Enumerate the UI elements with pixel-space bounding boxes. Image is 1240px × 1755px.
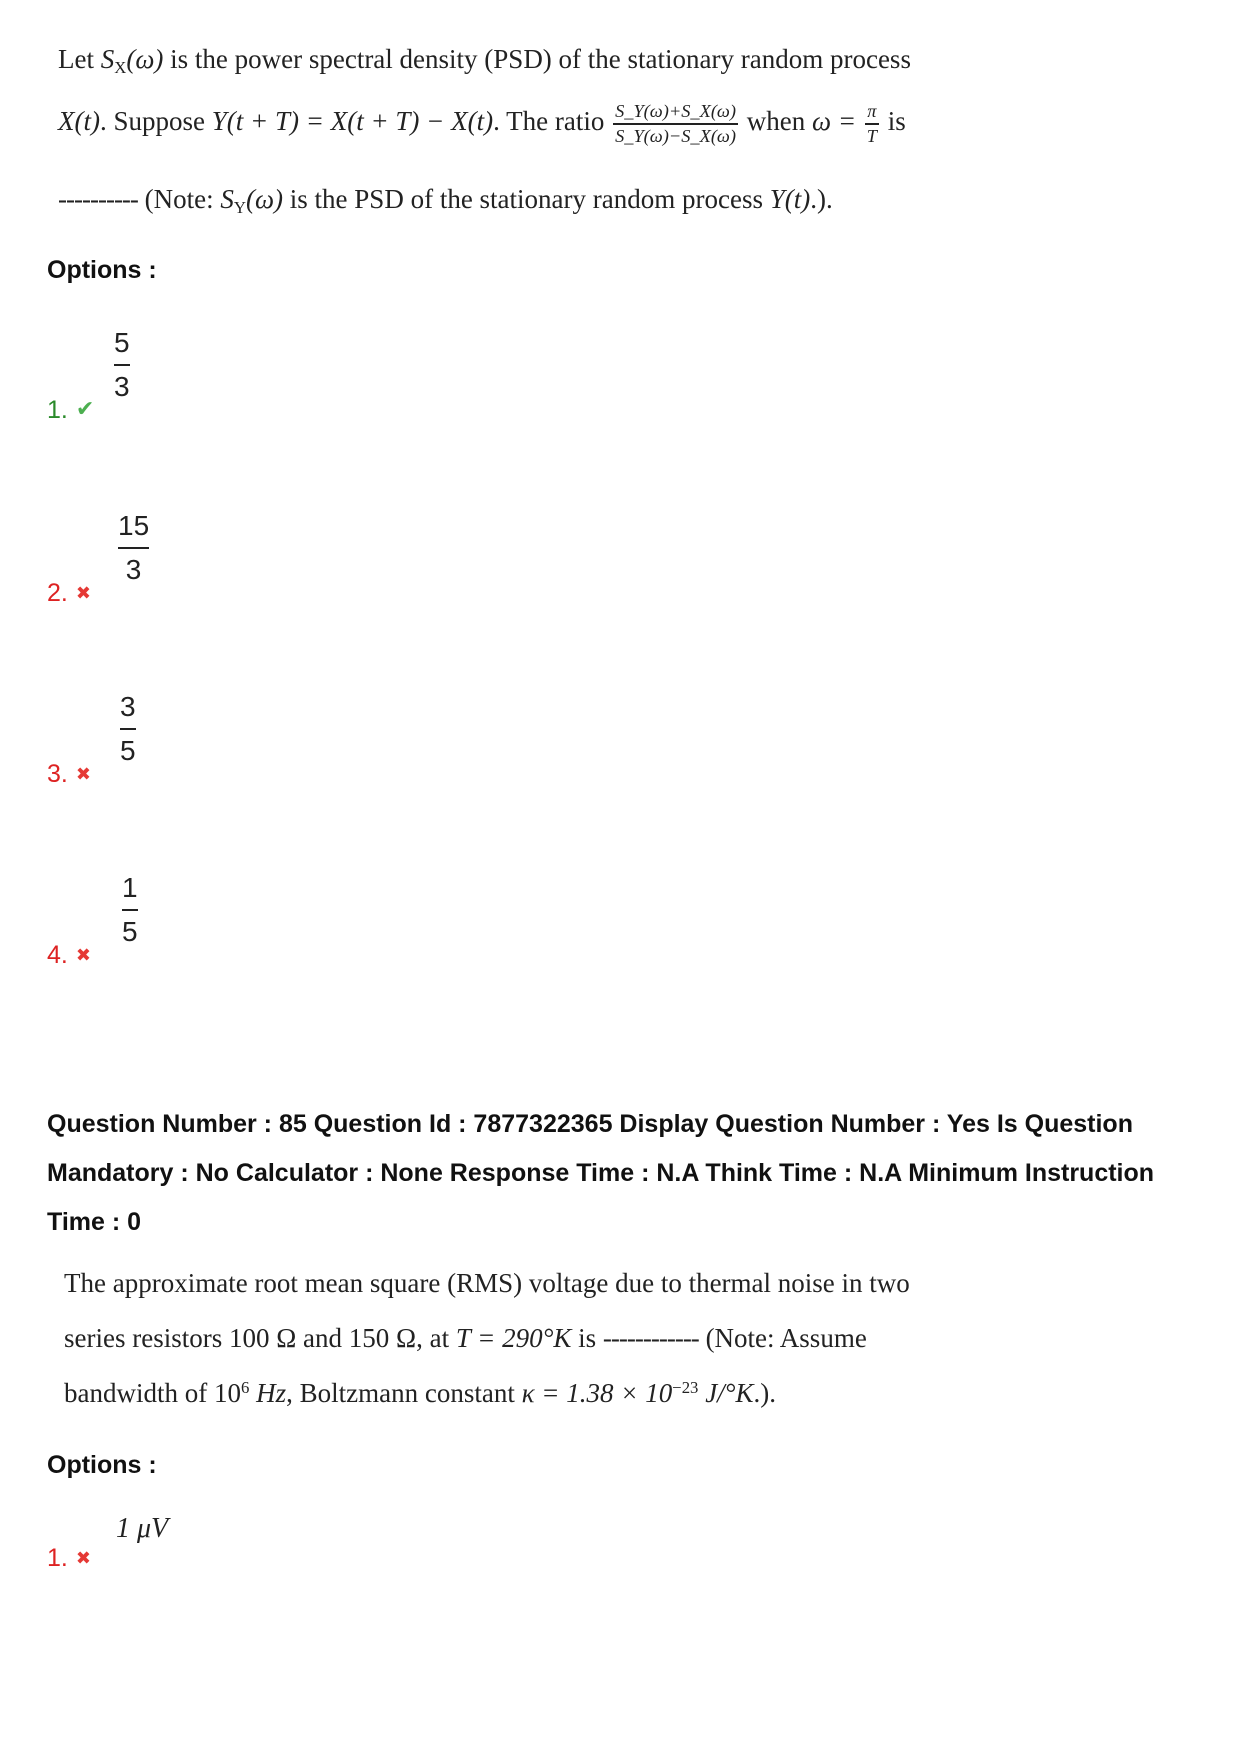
denominator: 5 [120,734,136,766]
argument: (ω) [126,44,164,74]
numerator: 5 [114,327,130,358]
meta-line: Question Number : 85 Question Id : 7877322365 Display Question Number : Yes Is Question [47,1110,1133,1138]
exponent: −23 [672,1378,699,1397]
text: is [571,1323,603,1353]
options-label: Options : [47,256,157,284]
text: bandwidth of 10 [64,1378,241,1409]
text: . The ratio [493,106,612,137]
q84-line-3 [58,184,833,218]
blank: ---------- [58,184,138,214]
text: is [881,106,906,137]
numerator: 1 [122,872,138,903]
option-number: 1. [47,1544,68,1572]
numerator: 3 [120,691,136,722]
cross-icon: ✖ [75,583,91,603]
argument: (ω) [246,184,284,214]
symbol-s: S [220,184,234,214]
option-number: 2. [47,579,68,607]
q84-line-2 [58,102,906,146]
q85-line-3 [64,1378,776,1409]
pi-over-t-fraction [865,102,879,146]
text: is the PSD of the stationary random process [283,184,770,214]
text: .). [753,1378,776,1409]
option-1-value [114,326,130,403]
option-1[interactable] [47,396,94,425]
numerator: 15 [118,510,150,541]
option-1[interactable] [47,1544,91,1573]
cross-icon: ✖ [75,764,91,784]
temperature: T = 290°K [455,1323,572,1353]
text: .). [810,184,833,214]
text: when [740,106,812,137]
denominator: 3 [125,553,142,585]
text: series resistors 100 Ω and 150 Ω, at [64,1323,456,1353]
subscript: X [114,58,127,78]
option-3[interactable] [47,760,91,789]
option-4-value [122,871,138,948]
y-of-t: Y(t) [769,184,811,214]
option-number: 1. [47,396,68,424]
ratio-numerator: S_Y(ω)+S_X(ω) [615,101,737,121]
text: , Boltzmann constant [286,1378,522,1409]
options-label: Options : [47,1451,157,1479]
meta-line: Mandatory : No Calculator : None Response Time : N.A Think Time : N.A Minimum Instruction [47,1159,1155,1187]
text: is the power spectral density (PSD) of the stationary random process [163,44,911,74]
option-4[interactable] [47,941,91,970]
q85-line-2 [64,1323,867,1354]
option-text: 1 μV [116,1513,169,1544]
fraction-bar [865,123,879,125]
q84-line-1 [58,44,911,78]
t-symbol: T [866,125,878,146]
option-2[interactable] [47,579,91,608]
text: Let [58,44,101,74]
kappa-expression: κ = 1.38 × 10 [521,1378,673,1409]
fraction-bar [118,547,149,549]
ratio-fraction [613,102,738,146]
text: (Note: [137,184,221,214]
option-2-value [118,509,149,586]
fraction-bar [114,364,130,366]
q85-line-1: The approximate root mean square (RMS) voltage due to thermal noise in two [64,1268,910,1298]
option-1-value [116,1513,168,1545]
option-3-value [120,690,136,767]
option-number: 3. [47,760,68,788]
blank: ------------ [602,1323,699,1353]
denominator: 5 [122,915,138,947]
hz-unit: Hz [249,1378,287,1409]
omega: ω = [812,106,863,137]
symbol-s: S [100,44,115,74]
fraction-bar [122,909,138,911]
meta-line: Time : 0 [47,1208,142,1236]
x-of-t: X(t) [58,106,100,137]
fraction-bar [120,728,136,730]
unit: J/°K [698,1378,754,1409]
text: (Note: Assume [698,1323,867,1353]
denominator: 3 [114,370,130,402]
equation: Y(t + T) = X(t + T) − X(t) [211,106,494,137]
ratio-denominator: S_Y(ω)−S_X(ω) [615,125,737,146]
fraction-bar [613,123,738,125]
pi: π [867,101,877,121]
subscript: Y [233,198,246,218]
exponent: 6 [240,1378,250,1397]
check-icon: ✔ [75,396,95,421]
cross-icon: ✖ [75,945,91,965]
question-meta [47,1100,1207,1247]
text: . Suppose [99,106,212,137]
option-number: 4. [47,941,68,969]
cross-icon: ✖ [75,1548,91,1568]
